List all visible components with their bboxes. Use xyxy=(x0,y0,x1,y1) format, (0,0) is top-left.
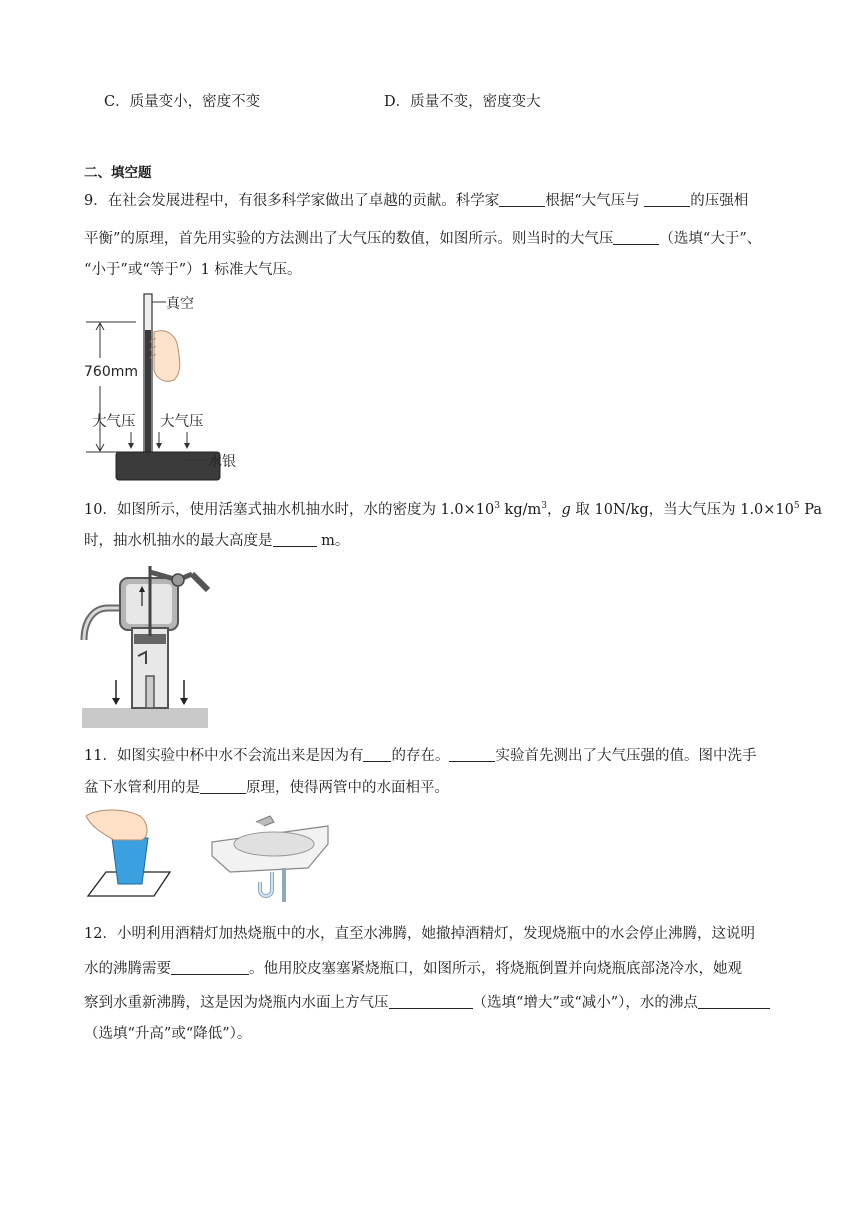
inverted-cup-figure xyxy=(84,808,174,900)
hand-icon xyxy=(154,331,180,381)
spout xyxy=(84,608,124,640)
variable-g: g xyxy=(561,501,571,518)
q11-line2 xyxy=(84,777,449,798)
exponent: 3 xyxy=(494,501,500,511)
q9-line1 xyxy=(84,190,748,211)
torricelli-figure xyxy=(84,290,254,482)
arrow-down-icon xyxy=(156,443,162,449)
arrow-down-icon xyxy=(184,443,190,449)
q10-text: m。 xyxy=(316,533,350,549)
ground xyxy=(82,708,208,728)
q9-text: 的压强相 xyxy=(690,193,749,209)
atm-right-label: 大气压 xyxy=(160,414,204,430)
q10-text: 10．如图所示，使用活塞式抽水机抽水时，水的密度为 1.0×10 xyxy=(84,501,495,518)
mercury-dish xyxy=(116,452,220,480)
q11-line1 xyxy=(84,745,756,766)
cup-icon xyxy=(112,838,148,884)
q12-line4: （选填“升高”或“降低”）。 xyxy=(84,1026,252,1042)
q10-text: 取 10N/kg，当大气压为 1.0×10 xyxy=(570,501,794,518)
q10-text: kg/m xyxy=(499,501,542,518)
q10-line2 xyxy=(84,530,349,551)
q9-text: 根据“大气压与 xyxy=(545,193,640,209)
sink-figure xyxy=(208,808,332,904)
atm-left-label: 大气压 xyxy=(92,414,136,430)
answer-blank[interactable] xyxy=(363,745,391,762)
arrow-down-icon xyxy=(180,698,188,705)
section-title: 二、填空题 xyxy=(84,165,152,181)
height-label: 760mm xyxy=(84,364,138,380)
q11-text: 原理，使得两管中的水面相平。 xyxy=(246,780,449,796)
q11-text: 11．如图实验中杯中水不会流出来是因为有 xyxy=(84,748,364,764)
q11-text: 实验首先测出了大气压强的值。图中洗手 xyxy=(495,748,757,764)
option-c: C．质量变小，密度不变 xyxy=(104,94,261,110)
q12-line2 xyxy=(84,958,742,979)
faucet-icon xyxy=(256,816,274,826)
answer-blank[interactable] xyxy=(171,958,249,975)
answer-blank[interactable] xyxy=(200,777,246,794)
q9-line2 xyxy=(84,228,761,249)
exponent: 3 xyxy=(541,501,547,511)
q10-text: 时，抽水机抽水的最大高度是 xyxy=(84,533,273,549)
answer-blank[interactable] xyxy=(389,992,473,1009)
vacuum-label: 真空 xyxy=(166,296,194,312)
handle-pivot xyxy=(172,574,184,586)
answer-blank[interactable] xyxy=(499,190,545,207)
q12-text: 。他用胶皮塞塞紧烧瓶口，如图所示，将烧瓶倒置并向烧瓶底部浇冷水，她观 xyxy=(249,961,742,977)
q12-text: （选填“增大”或“减小”），水的沸点 xyxy=(472,995,698,1011)
q11-text: 的存在。 xyxy=(391,748,450,764)
q12-line3 xyxy=(84,992,770,1013)
mercury-column xyxy=(145,330,151,452)
answer-blank[interactable] xyxy=(273,530,317,547)
answer-blank[interactable] xyxy=(449,745,495,762)
intake-pipe xyxy=(146,676,154,708)
q12-line1: 12．小明利用酒精灯加热烧瓶中的水，直至水沸腾，她撤掉酒精灯，发现烧瓶中的水会停止沸腾，这说明 xyxy=(84,926,755,942)
q10-text: Pa xyxy=(799,501,822,518)
q9-text: 平衡”的原理，首先用实验的方法测出了大气压的数值，如图所示。则当时的大气压 xyxy=(84,231,614,247)
exponent: 5 xyxy=(793,501,800,511)
q10-text: ， xyxy=(547,501,562,518)
q12-text: 察到水重新沸腾，这是因为烧瓶内水面上方气压 xyxy=(84,995,389,1011)
q11-text: 盆下水管利用的是 xyxy=(84,780,200,796)
arrow-down-icon xyxy=(128,443,134,449)
answer-blank[interactable] xyxy=(613,228,659,245)
mercury-label: 水银 xyxy=(208,454,236,470)
q9-text: （选填“大于”、 xyxy=(659,231,762,247)
q9-line3: “小于”或“等于”）1 标准大气压。 xyxy=(84,262,302,278)
answer-blank[interactable] xyxy=(644,190,690,207)
hand-icon xyxy=(86,810,147,840)
answer-blank[interactable] xyxy=(698,992,770,1009)
q12-text: 水的沸腾需要 xyxy=(84,961,171,977)
drain-pipe xyxy=(260,872,272,896)
q9-text: 9．在社会发展进程中，有很多科学家做出了卓越的贡献。科学家 xyxy=(84,193,500,209)
arrow-down-icon xyxy=(112,698,120,705)
piston-pump-figure xyxy=(80,560,210,730)
q10-line1 xyxy=(84,496,822,520)
option-d: D．质量不变，密度变大 xyxy=(384,94,541,110)
